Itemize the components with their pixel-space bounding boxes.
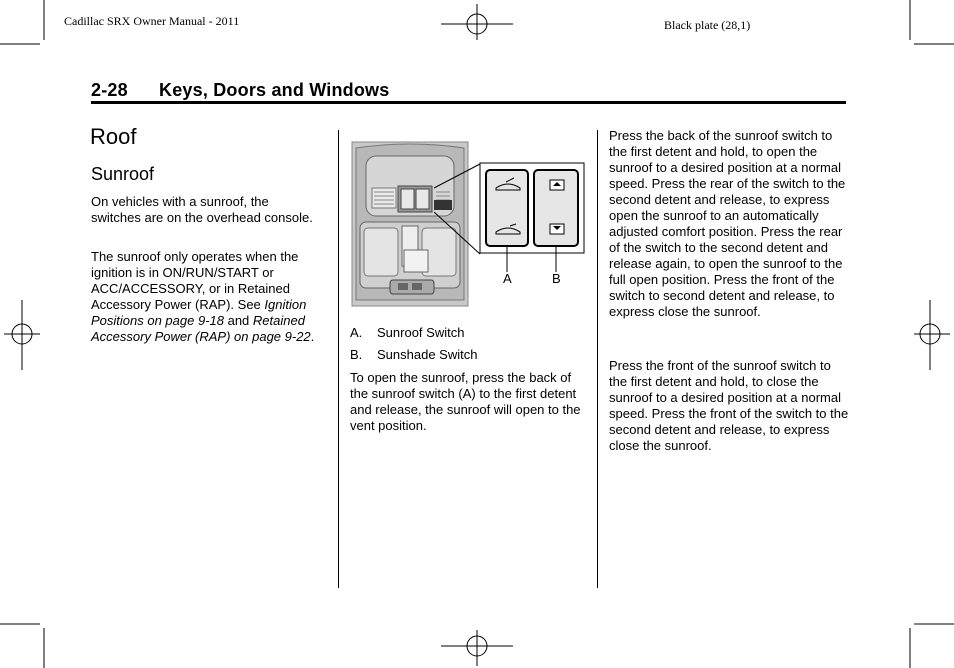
manual-title: Cadillac SRX Owner Manual - 2011 [64,14,240,28]
section-header [91,80,389,101]
sunroof-close-paragraph: Press the front of the sunroof switch to the first detent and hold, to close the sunroof to a desired position at a normal speed. Press the front of the switch to the second detent and release, to express close the sunroof. [609,358,849,453]
caption-b: B. Sunshade Switch [350,347,478,362]
overhead-console-figure [350,130,586,308]
header-rule [91,101,846,104]
sunshade-close-icon [550,224,564,234]
link-ignition-positions[interactable]: Ignition Positions on page 9-18 [91,297,307,328]
page-number: 2-28 [91,80,128,100]
page-heading: Roof [90,124,137,149]
callout-label-b: B [552,271,561,286]
sunshade-open-icon [550,180,564,190]
sunroof-open-paragraph: Press the back of the sunroof switch to the first detent and hold, to open the sunroof to a desired position at a normal speed. Press the rear of the switch to the second detent and release, to express open the sunroof to an automatically adjusted comfort position. Press the rear of the switch to the second detent and release again, to open the sunroof to the full open position. Press the front of the switch to second detent and release, to express close the sunroof. [609,128,846,319]
subheading: Sunroof [91,164,155,184]
caption-a: A. Sunroof Switch [350,325,465,340]
ignition-paragraph: The sunroof only operates when the ignition is in ON/RUN/START or ACC/ACCESSORY, or in Retained Accessory Power (RAP). See Ignition Positions on page 9-18 and Retained Accessory Power (RAP) on page 9-22. [91,249,315,344]
switch-callout-box [480,163,584,253]
column-divider-2 [597,130,598,588]
plate-label: Black plate (28,1) [664,18,751,32]
intro-paragraph: On vehicles with a sunroof, the switches are on the overhead console. [91,194,313,225]
section-title: Keys, Doors and Windows [159,80,390,100]
link-retained-accessory-power[interactable]: Retained Accessory Power (RAP) on page 9-22 [91,313,311,344]
vent-paragraph: To open the sunroof, press the back of the sunroof switch (A) to the first detent and release, the sunroof will open to the vent position. [350,370,581,433]
callout-label-a: A [503,271,512,286]
console-illustration [352,142,468,306]
column-divider-1 [338,130,339,588]
